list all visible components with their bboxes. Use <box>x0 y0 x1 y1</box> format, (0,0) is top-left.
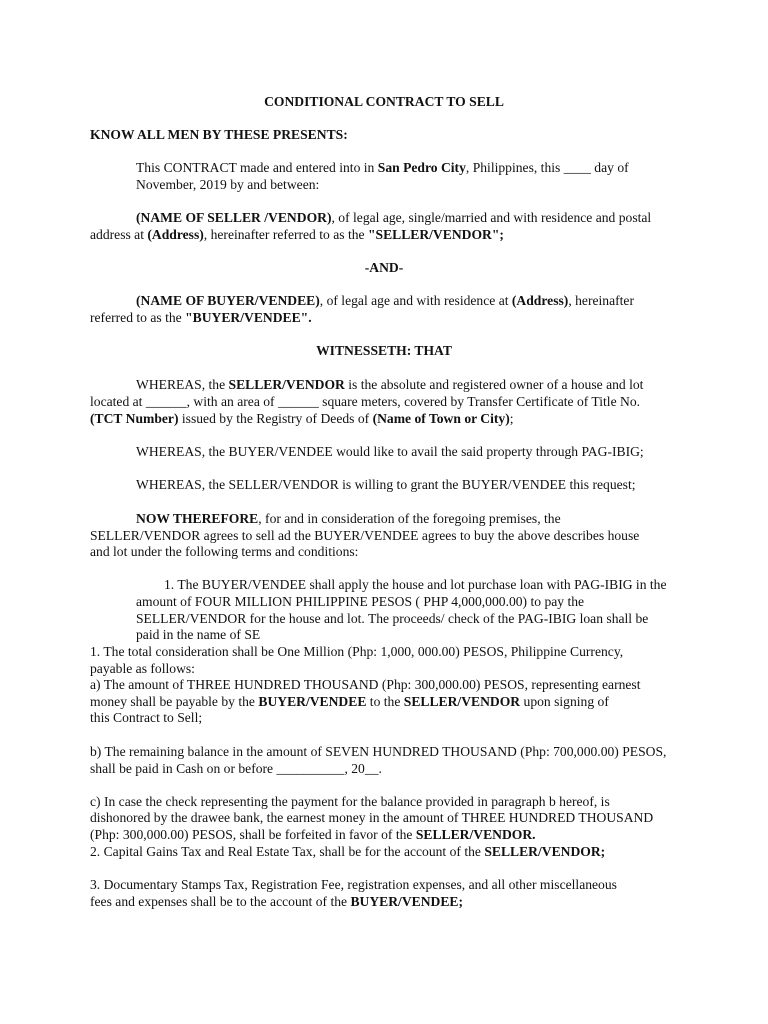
consideration-line-2: payable as follows: <box>90 661 195 676</box>
clause-a-line-1: a) The amount of THREE HUNDRED THOUSAND (Php: 300,000.00) PESOS, representing earnest <box>90 677 641 692</box>
docs-clause-line-2: fees and expenses shall be to the account of the BUYER/VENDEE; <box>90 894 463 909</box>
seller-line-1: (NAME OF SELLER /VENDOR), of legal age, single/married and with residence and postal <box>136 210 652 225</box>
intro-line-1: This CONTRACT made and entered into in San Pedro City, Philippines, this ____ day of <box>136 160 629 175</box>
now-therefore-line-2: SELLER/VENDOR agrees to sell ad the BUYER/VENDEE agrees to buy the above describes house <box>90 528 640 543</box>
now-therefore-line-1: NOW THEREFORE, for and in consideration of the foregoing premises, the <box>136 511 561 526</box>
item-1-line-2: amount of FOUR MILLION PHILIPPINE PESOS ( PHP 4,000,000.00) to pay the <box>136 594 585 609</box>
and-separator: -AND- <box>364 260 404 275</box>
whereas-1-line-3: (TCT Number) issued by the Registry of Deeds of (Name of Town or City); <box>90 411 514 426</box>
clause-a-line-2: money shall be payable by the BUYER/VENDEE to the SELLER/VENDOR upon signing of <box>90 694 609 709</box>
tax-clause: 2. Capital Gains Tax and Real Estate Tax, shall be for the account of the SELLER/VENDOR; <box>90 844 606 859</box>
docs-clause-line-1: 3. Documentary Stamps Tax, Registration Fee, registration expenses, and all other miscellaneous <box>90 877 617 892</box>
clause-c-line-1: c) In case the check representing the payment for the balance provided in paragraph b hereof, is <box>90 794 610 809</box>
clause-b-line-2: shall be paid in Cash on or before __________, 20__. <box>90 761 382 776</box>
seller-line-2: address at (Address), hereinafter referred to as the "SELLER/VENDOR"; <box>90 227 504 242</box>
item-1-line-3: SELLER/VENDOR for the house and lot. The proceeds/ check of the PAG-IBIG loan shall be <box>136 611 649 626</box>
consideration-line-1: 1. The total consideration shall be One Million (Php: 1,000, 000.00) PESOS, Philippine Currency, <box>90 644 624 659</box>
clause-c-line-3: (Php: 300,000.00) PESOS, shall be forfeited in favor of the SELLER/VENDOR. <box>90 827 536 842</box>
clause-a-line-3: this Contract to Sell; <box>90 710 203 725</box>
now-therefore-line-3: and lot under the following terms and conditions: <box>90 544 359 559</box>
clause-c-line-2: dishonored by the drawee bank, the earnest money in the amount of THREE HUNDRED THOUSAND <box>90 810 654 825</box>
buyer-line-2: referred to as the "BUYER/VENDEE". <box>90 310 312 325</box>
clause-b-line-1: b) The remaining balance in the amount of SEVEN HUNDRED THOUSAND (Php: 700,000.00) PESOS, <box>90 744 667 759</box>
item-1-line-1: 1. The BUYER/VENDEE shall apply the house and lot purchase loan with PAG-IBIG in the <box>164 577 667 592</box>
buyer-line-1: (NAME OF BUYER/VENDEE), of legal age and with residence at (Address), hereinafter <box>136 293 634 308</box>
whereas-1-line-1: WHEREAS, the SELLER/VENDOR is the absolute and registered owner of a house and lot <box>136 377 644 392</box>
witnesseth-heading: WITNESSETH: THAT <box>316 343 452 358</box>
document-title: CONDITIONAL CONTRACT TO SELL <box>264 94 504 109</box>
intro-line-2: November, 2019 by and between: <box>136 177 320 192</box>
whereas-2: WHEREAS, the BUYER/VENDEE would like to avail the said property through PAG-IBIG; <box>136 444 644 459</box>
whereas-1-line-2: located at ______, with an area of ______ square meters, covered by Transfer Certificate of Title No. <box>90 394 641 409</box>
whereas-3: WHEREAS, the SELLER/VENDOR is willing to grant the BUYER/VENDEE this request; <box>136 477 636 492</box>
know-all-heading: KNOW ALL MEN BY THESE PRESENTS: <box>90 127 348 142</box>
item-1-line-4: paid in the name of SE <box>136 627 261 642</box>
